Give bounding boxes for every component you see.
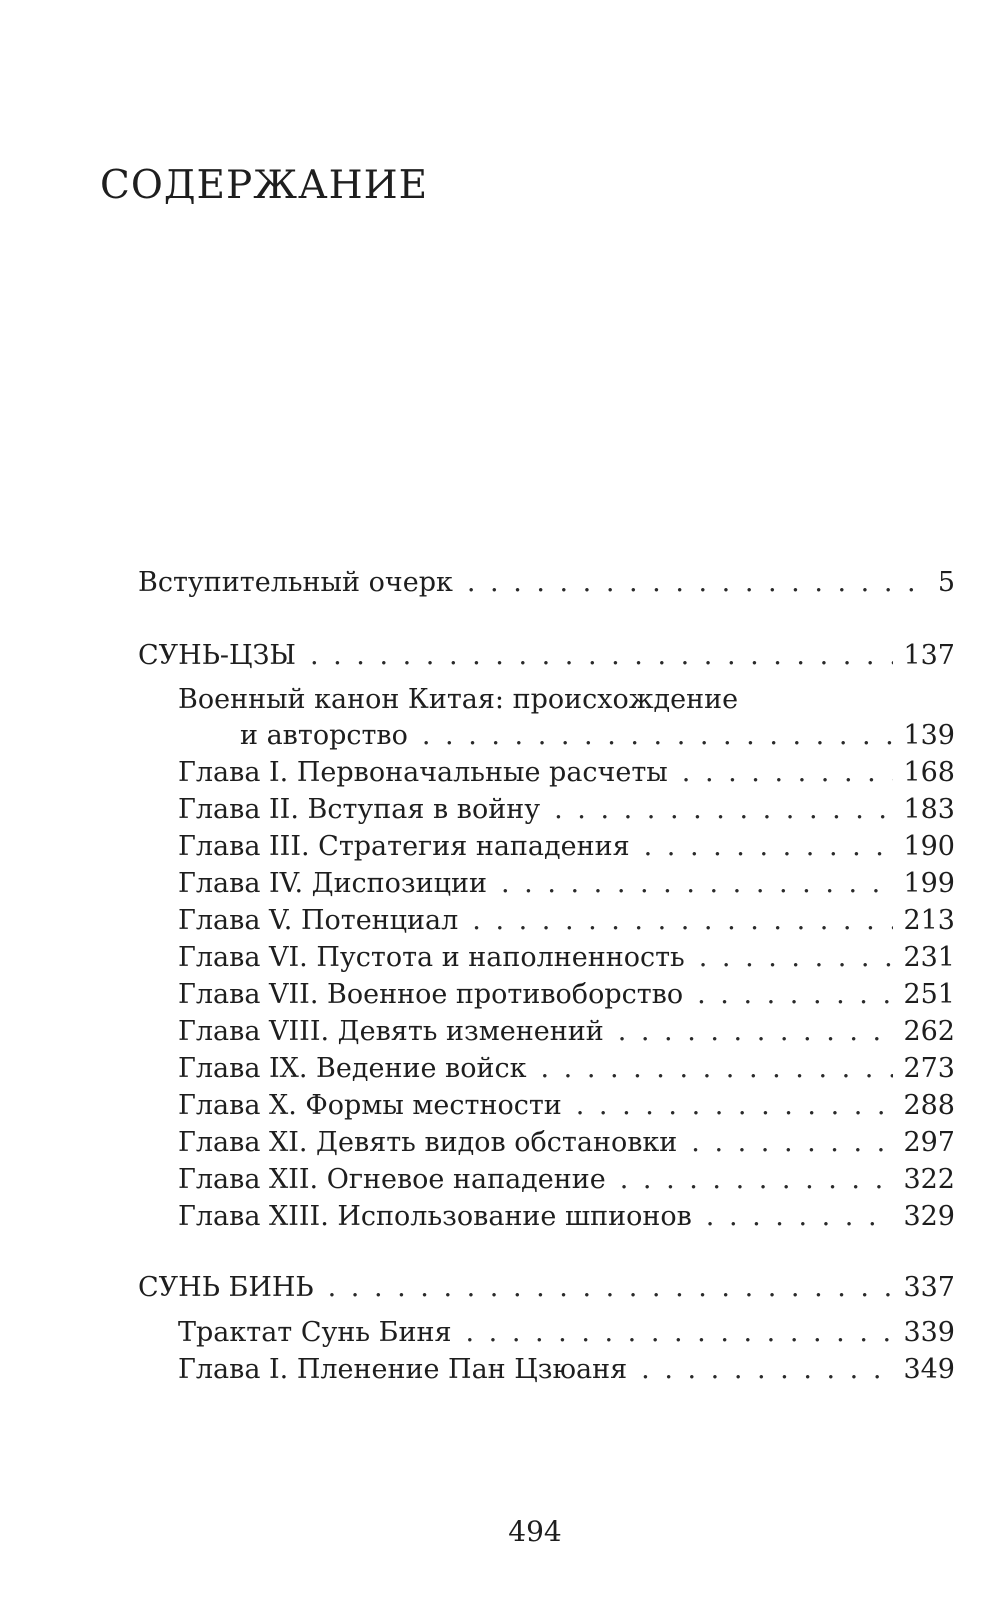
toc-entry-label: Глава III. Стратегия нападения	[178, 831, 630, 862]
leader-dots	[706, 1199, 894, 1235]
toc-section-sun-bin[interactable]	[138, 1270, 955, 1306]
toc-entry-canon-line1[interactable]: Военный канон Китая: происхождение	[178, 684, 739, 715]
toc-section-sun-tzu[interactable]	[138, 638, 955, 674]
page-number: 494	[508, 1515, 562, 1548]
toc-entry-page: 213	[903, 905, 955, 936]
toc-section-page: 337	[903, 1272, 955, 1303]
toc-entry-page: 273	[903, 1053, 955, 1084]
leader-dots	[691, 1125, 893, 1161]
toc-entry-page: 288	[903, 1090, 955, 1121]
leader-dots	[467, 565, 928, 601]
leader-dots	[644, 829, 894, 865]
leader-dots	[501, 866, 893, 902]
toc-entry-page: 349	[903, 1354, 955, 1385]
leader-dots	[618, 1014, 894, 1050]
toc-entry-label: Глава V. Потенциал	[178, 905, 459, 936]
toc-entry-label: Глава II. Вступая в войну	[178, 794, 541, 825]
toc-entry-chapter[interactable]	[178, 903, 955, 939]
page-title: СОДЕРЖАНИЕ	[100, 163, 429, 208]
toc-entry-chapter[interactable]	[178, 755, 955, 791]
toc-section-label: СУНЬ-ЦЗЫ	[138, 640, 296, 671]
toc-entry-page: 231	[903, 942, 955, 973]
leader-dots	[422, 718, 894, 754]
toc-entry-page: 139	[903, 720, 955, 751]
toc-entry-page: 329	[903, 1201, 955, 1232]
leader-dots	[540, 1051, 893, 1087]
toc-entry-page: 5	[937, 567, 955, 598]
toc-entry-label: Вступительный очерк	[138, 567, 453, 598]
toc-entry-chapter[interactable]	[178, 940, 955, 976]
toc-entry-page: 190	[903, 831, 955, 862]
toc-entry-chapter[interactable]	[178, 1125, 955, 1161]
toc-section-page: 137	[903, 640, 955, 671]
toc-entry-chapter[interactable]	[178, 1088, 955, 1124]
leader-dots	[466, 1315, 894, 1351]
toc-entry-chapter[interactable]	[178, 1051, 955, 1087]
toc-entry-intro[interactable]	[138, 565, 955, 601]
toc-entry-label: Глава I. Первоначальные расчеты	[178, 757, 668, 788]
toc-entry-page: 297	[903, 1127, 955, 1158]
toc-entry-chapter[interactable]	[178, 1162, 955, 1198]
leader-dots	[310, 638, 893, 674]
toc-entry-chapter[interactable]	[178, 829, 955, 865]
toc-entry-page: 262	[903, 1016, 955, 1047]
leader-dots	[697, 977, 893, 1013]
toc-entry-chapter[interactable]	[178, 977, 955, 1013]
toc-entry-chapter[interactable]	[178, 1352, 955, 1388]
leader-dots	[472, 903, 893, 939]
toc-entry-label: Глава VI. Пустота и наполненность	[178, 942, 685, 973]
toc-entry-chapter[interactable]	[178, 1315, 955, 1351]
toc-entry-chapter[interactable]	[178, 792, 955, 828]
toc-entry-label: Глава VII. Военное противоборство	[178, 979, 684, 1010]
toc-entry-page: 199	[903, 868, 955, 899]
toc-entry-chapter[interactable]	[178, 866, 955, 902]
leader-dots	[576, 1088, 894, 1124]
toc-entry-label: Глава XII. Огневое нападение	[178, 1164, 606, 1195]
leader-dots	[699, 940, 894, 976]
leader-dots	[554, 792, 893, 828]
toc-section-label: СУНЬ БИНЬ	[138, 1272, 314, 1303]
toc-entry-page: 322	[903, 1164, 955, 1195]
toc-entry-label: Трактат Сунь Биня	[178, 1317, 452, 1348]
toc-entry-label: Глава IX. Ведение войск	[178, 1053, 527, 1084]
toc-entry-canon[interactable]	[240, 718, 955, 754]
toc-entry-page: 339	[903, 1317, 955, 1348]
toc-entry-chapter[interactable]	[178, 1014, 955, 1050]
toc-entry-label: Глава VIII. Девять изменений	[178, 1016, 604, 1047]
toc-entry-chapter[interactable]	[178, 1199, 955, 1235]
toc-entry-page: 251	[903, 979, 955, 1010]
toc-entry-label: Глава I. Пленение Пан Цзюаня	[178, 1354, 628, 1385]
toc-entry-label: Глава XI. Девять видов обстановки	[178, 1127, 678, 1158]
leader-dots	[641, 1352, 893, 1388]
toc-entry-label: Глава IV. Диспозиции	[178, 868, 488, 899]
toc-entry-label: и авторство	[240, 720, 408, 751]
toc-entry-page: 183	[903, 794, 955, 825]
leader-dots	[620, 1162, 894, 1198]
leader-dots	[682, 755, 894, 791]
toc-entry-label: Глава XIII. Использование шпионов	[178, 1201, 692, 1232]
toc-entry-label: Глава X. Формы местности	[178, 1090, 562, 1121]
toc-entry-page: 168	[903, 757, 955, 788]
leader-dots	[328, 1270, 894, 1306]
